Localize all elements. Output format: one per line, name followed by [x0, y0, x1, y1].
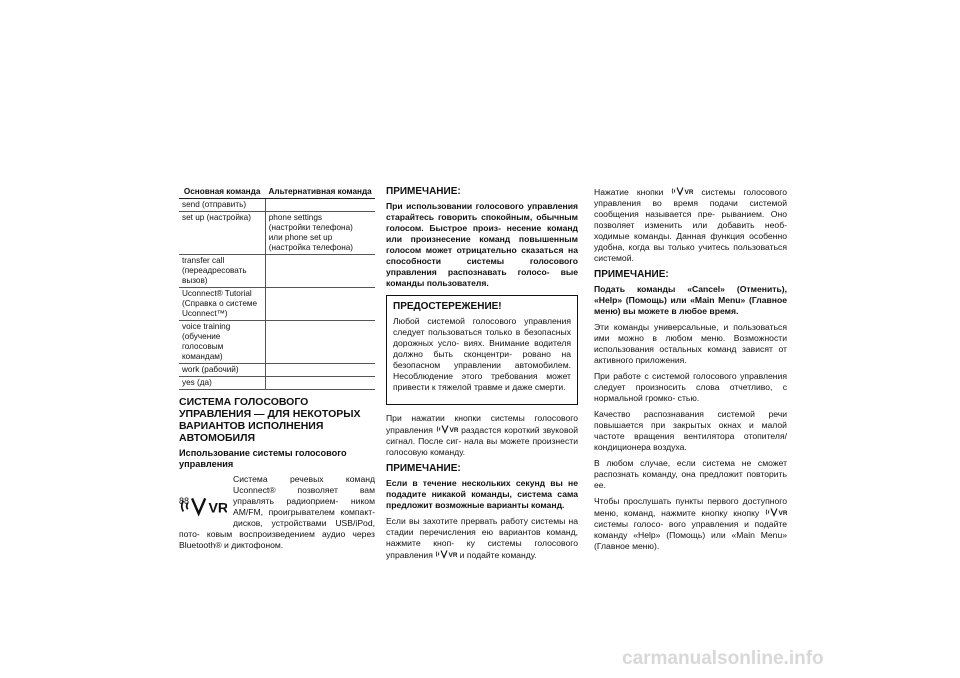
table-row: [179, 288, 375, 321]
command-table-body: [179, 199, 375, 390]
table-row: [179, 255, 375, 288]
intro-block: [179, 474, 375, 556]
warning-title: ПРЕДОСТЕРЕЖЕНИЕ!: [393, 301, 502, 312]
paragraph-text: и подайте команду.: [459, 550, 537, 560]
note-text: При использовании голосового управления старайтесь говорить спокойным, обычным голосом. Быстрое произ- несение команд или произнесение команд повышенным голосом может отрицательно сказаться на способности системы голосового управления распознавать голосо- вые команды пользователя.: [386, 201, 578, 288]
table-header-alt: Альтернативная команда: [265, 186, 375, 199]
command-table: [179, 186, 375, 390]
voice-recognition-icon: [765, 507, 787, 517]
note-text: Подать команды «Cancel» (Отменить), «Help» (Помощь) или «Main Menu» (Главное меню) вы можете в любое время.: [594, 284, 787, 316]
note-text: Если в течение нескольких секунд вы не подадите никакой команды, система сама предложит возможные варианты команд.: [386, 478, 578, 510]
paragraph-button-press: [386, 413, 578, 458]
page-number: 88: [179, 496, 190, 506]
main-command-cell: transfer call (переадресовать вызов): [179, 255, 265, 288]
column-right: [594, 186, 787, 557]
subsection-heading: Использование системы голосового управления: [179, 448, 347, 469]
table-row: [179, 364, 375, 377]
paragraph-help: [594, 496, 787, 552]
intro-paragraph: Система речевых команд Uconnect® позволяет вам управлять радиоприем- ником AM/FM, проигрывателем компакт- дисков, устройствами USB/iPod, пото- ковым воспроизведением аудио через Bluetooth® и диктофоном.: [179, 474, 375, 550]
main-command-cell: yes (да): [179, 377, 265, 390]
main-command-cell: voice training (обучение голосовым командам): [179, 321, 265, 364]
alt-command-cell: [265, 377, 375, 390]
note-title: ПРИМЕЧАНИЕ:: [386, 463, 461, 474]
section-heading: СИСТЕМА ГОЛОСОВОГО УПРАВЛЕНИЯ — ДЛЯ НЕКОТОРЫХ ВАРИАНТОВ ИСПОЛНЕНИЯ АВТОМОБИЛЯ: [179, 396, 361, 444]
paragraph: В любом случае, если система не сможет распознать команду, она предложит повторить ее.: [594, 458, 787, 490]
voice-recognition-icon: [436, 424, 458, 434]
paragraph: При работе с системой голосового управления следует произносить слова отчетливо, с нормальной громко- стью.: [594, 371, 787, 403]
paragraph-text: При нажатии кнопки системы голосового управления: [386, 413, 578, 435]
alt-command-cell: [265, 255, 375, 288]
voice-recognition-icon: [671, 186, 693, 196]
alt-command-cell: phone settings (настройки телефона) или phone set up (настройка телефона): [265, 212, 375, 255]
paragraph: Качество распознавания системой речи повышается при закрытых окнах и малой частоте вращения вентилятора отопителя/кондиционера воздуха.: [594, 409, 787, 452]
paragraph-text: Чтобы прослушать пункты первого доступного меню, команд, нажмите кнопку кнопку: [594, 496, 787, 518]
table-header-main: Основная команда: [179, 186, 265, 199]
paragraph-text: системы голосового управления во время подачи системой сообщения называется пре- рыванием. Оно позволяет изменить или добавить необ- ходимые команды. Данная функция особенно удобна, когда вы только учитесь пользоваться системой.: [594, 187, 788, 263]
table-row: [179, 377, 375, 390]
paragraph: Эти команды универсальные, и пользоваться ими можно в любом меню. Возможности использования остальных команд зависят от активного приложения.: [594, 322, 787, 365]
column-left: [179, 186, 375, 556]
table-row: [179, 199, 375, 212]
main-command-cell: work (рабочий): [179, 364, 265, 377]
paragraph-text: Нажатие кнопки: [594, 187, 664, 197]
alt-command-cell: [265, 364, 375, 377]
warning-box: [386, 295, 578, 405]
alt-command-cell: [265, 199, 375, 212]
paragraph-barge-in: [594, 186, 787, 264]
table-row: [179, 212, 375, 255]
watermark: carmanualsonline.info: [622, 648, 824, 669]
main-command-cell: Uconnect® Tutorial (Справка о системе Uconnect™): [179, 288, 265, 321]
paragraph-text: Если вы захотите прервать работу системы на стадии перечисления ею вариантов команд, нажмите кноп- ку системы голосового управления: [386, 516, 578, 560]
main-command-cell: send (отправить): [179, 199, 265, 212]
paragraph-text: раздастся короткий звуковой сигнал. После сиг- нала вы можете произнести голосовую команду.: [386, 425, 578, 457]
note-title: ПРИМЕЧАНИЕ:: [386, 186, 461, 197]
main-command-cell: set up (настройка): [179, 212, 265, 255]
column-middle: [386, 186, 578, 566]
alt-command-cell: [265, 288, 375, 321]
voice-recognition-icon: [435, 549, 457, 559]
note-title: ПРИМЕЧАНИЕ:: [594, 269, 669, 280]
voice-recognition-icon: [179, 486, 227, 526]
paragraph-text: системы голосо- вого управления и подайте команду «Help» (Помощь) или «Main Menu» (Главное меню).: [594, 519, 787, 551]
alt-command-cell: [265, 321, 375, 364]
warning-text: Любой системой голосового управления следует пользоваться только в безопасных дорожных усло- виях. Внимание водителя должно быть сконцентри- ровано на безопасном управлении автомобилем. Несоблюдение этого требования может привести к тяжелой травме и даже смерти.: [393, 316, 571, 392]
table-row: [179, 321, 375, 364]
paragraph-interrupt: [386, 516, 578, 561]
